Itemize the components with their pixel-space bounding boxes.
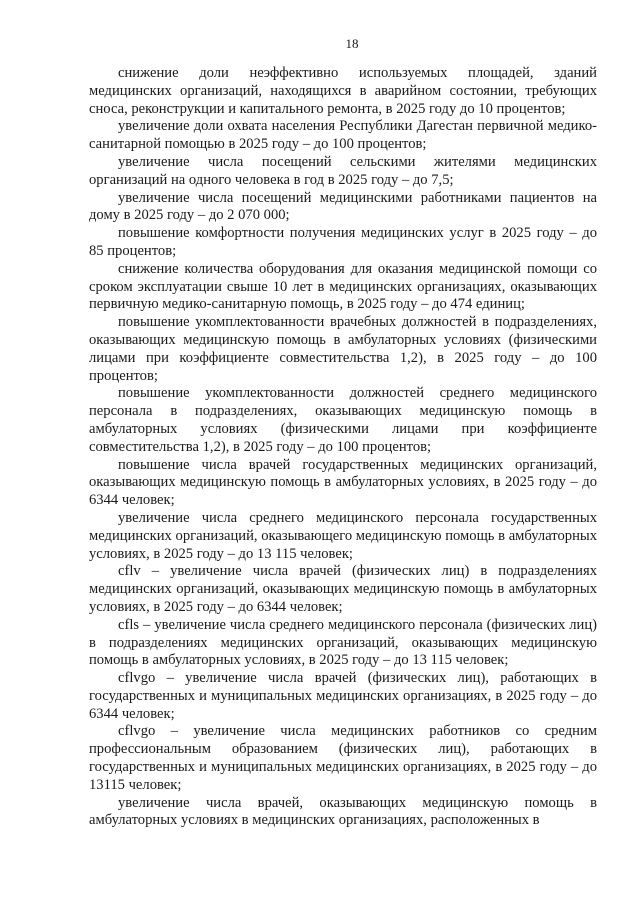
paragraph: cflvgo – увеличение числа врачей (физических лиц), работающих в государственных и муниципальных медицинских организациях, в 2025 году – до 6344 человек; <box>89 670 597 722</box>
document-body <box>89 65 597 830</box>
paragraph: увеличение числа среднего медицинского персонала государственных медицинских организаций, оказывающего медицинскую помощь в амбулаторных условиях, в 2025 году – до 13 115 человек; <box>89 509 597 562</box>
paragraph: снижение доли неэффективно используемых площадей, зданий медицинских организаций, находящихся в аварийном состоянии, требующих сноса, реконструкции и капитального ремонта, в 2025 году до 10 процентов; <box>89 65 597 117</box>
paragraph: увеличение числа посещений сельскими жителями медицинских организаций на одного человека в год в 2025 году – до 7,5; <box>89 153 597 188</box>
paragraph: cfls – увеличение числа среднего медицинского персонала (физических лиц) в подразделениях медицинских организаций, оказывающих медицинскую помощь в амбулаторных условиях, в 2025 году – до 13 115 человек; <box>89 616 597 669</box>
paragraph: повышение комфортности получения медицинских услуг в 2025 году – до 85 процентов; <box>89 225 597 259</box>
paragraph: повышение укомплектованности врачебных должностей в подразделениях, оказывающих медицинскую помощь в амбулаторных условиях (физическими лицами при коэффициенте совместительства 1,2), в 2025 году – до 100 процентов; <box>89 314 597 384</box>
paragraph: увеличение доли охвата населения Республики Дагестан первичной медико-санитарной помощью в 2025 году – до 100 процентов; <box>89 118 597 153</box>
page-number: 18 <box>345 36 359 51</box>
paragraph: повышение укомплектованности должностей среднего медицинского персонала в подразделениях, оказывающих медицинскую помощь в амбулаторных условиях (физическими лицами при коэффициенте совместительства 1,2), в 2025 году – до 100 процентов; <box>89 385 597 455</box>
paragraph: снижение количества оборудования для оказания медицинской помощи со сроком эксплуатации свыше 10 лет в медицинских организациях, оказывающих первичную медико-санитарную помощь, в 2025 году – до 474 единиц; <box>89 260 597 313</box>
paragraph: cflv – увеличение числа врачей (физических лиц) в подразделениях медицинских организаций, оказывающих медицинскую помощь в амбулаторных условиях, в 2025 году – до 6344 человек; <box>89 563 597 615</box>
paragraph: увеличение числа посещений медицинскими работниками пациентов на дому в 2025 году – до 2 070 000; <box>89 189 597 224</box>
paragraph: увеличение числа врачей, оказывающих медицинскую помощь в амбулаторных условиях в медицинских организациях, расположенных в <box>89 794 597 829</box>
paragraph: cflvgo – увеличение числа медицинских работников со средним профессиональным образованием (физических лиц), работающих в государственных и муниципальных медицинских организациях, в 2025 году – до 13115 человек; <box>89 723 597 793</box>
paragraph: повышение числа врачей государственных медицинских организаций, оказывающих медицинскую помощь в амбулаторных условиях, в 2025 году – до 6344 человек; <box>89 456 597 509</box>
